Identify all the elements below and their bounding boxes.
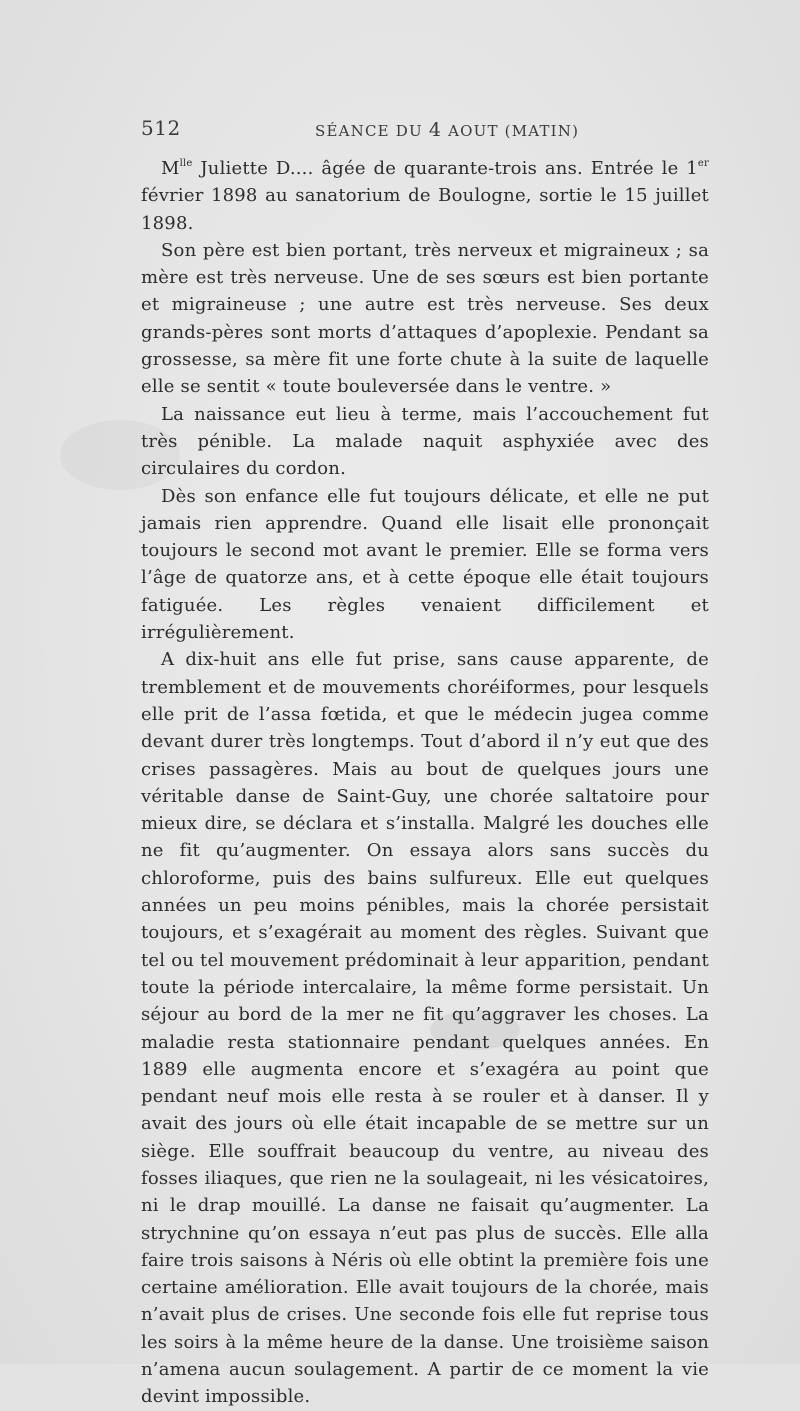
paragraph: Dès son enfance elle fut toujours délicate, et elle ne put jamais rien apprendre. Quand elle lisait elle prononçait toujours le second mot avant le premier. Elle se forma vers l’âge de quatorze ans, et à cette époque elle était toujours fatiguée. Les règles venaient difficilement et irrégulièrement. [141, 485, 709, 644]
page-header [141, 116, 709, 146]
running-head-prefix: SÉANCE DU [315, 122, 429, 140]
paragraph-text: février 1898 au sanatorium de Boulogne, sortie le 15 juillet 1898. [141, 185, 709, 234]
running-head [315, 119, 579, 141]
running-head-suffix: AOUT (MATIN) [442, 122, 580, 140]
title-abbreviation: M [161, 158, 180, 179]
running-head-number: 4 [428, 119, 443, 141]
paragraph: La naissance eut lieu à terme, mais l’accouchement fut très pénible. La malade naquit asphyxiée avec des circulaires du cordon. [141, 403, 709, 480]
page-number: 512 [141, 116, 181, 140]
paragraph: A dix-huit ans elle fut prise, sans cause apparente, de tremblement et de mouvements choréiformes, pour lesquels elle prit de l’assa fœtida, et que le médecin jugea comme devant durer très longtemps. Tout d’abord il n’y eut que des crises passagères. Mais au bout de quelques jours une véritable danse de Saint-Guy, une chorée saltatoire pour mieux dire, se déclara et s’installa. Malgré les douches elle ne fit qu’augmenter. On essaya alors sans succès du chloroforme, puis des bains sulfureux. Elle eut quelques années un peu moins pénibles, mais la chorée persistait toujours, et s’exagérait au moment des règles. Suivant que tel ou tel mouvement prédominait à leur apparition, pendant toute la période intercalaire, la même forme persistait. Un séjour au bord de la mer ne fit qu’aggraver les choses. La maladie resta stationnaire pendant quelques années. En 1889 elle augmenta encore et s’exagéra au point que pendant neuf mois elle resta à se rouler et à danser. Il y avait des jours où elle était incapable de se mettre sur un siège. Elle souffrait beaucoup du ventre, au niveau des fosses iliaques, que rien ne la soulageait, ni les vésicatoires, ni le drap mouillé. La danse ne faisait qu’augmenter. La strychnine qu’on essaya n’eut pas plus de succès. Elle alla faire trois saisons à Néris où elle obtint la première fois une certaine amélioration. Elle avait toujours de la chorée, mais n’avait plus de crises. Une seconde fois elle fut reprise tous les soirs à la même heure de la danse. Une troisième saison n’amena aucun soulagement. A partir de ce moment la vie devint impossible. [141, 649, 709, 1408]
paragraph: Son père est bien portant, très nerveux et migraineux ; sa mère est très nerveuse. Une de ses sœurs est bien portante et migraineuse ; une autre est très nerveuse. Ses deux grands-pères sont morts d’attaques d’apoplexie. Pendant sa grossesse, sa mère fit une forte chute à la suite de laquelle elle se sentit « toute bouleversée dans le ventre. » [141, 239, 709, 398]
paragraph [141, 155, 709, 237]
ordinal-superscript: er [697, 158, 709, 169]
body-text [141, 155, 709, 1411]
paragraph-text: Juliette D.... âgée de quarante-trois ans. Entrée le 1 [192, 158, 698, 179]
title-abbreviation-superscript: lle [179, 158, 193, 169]
